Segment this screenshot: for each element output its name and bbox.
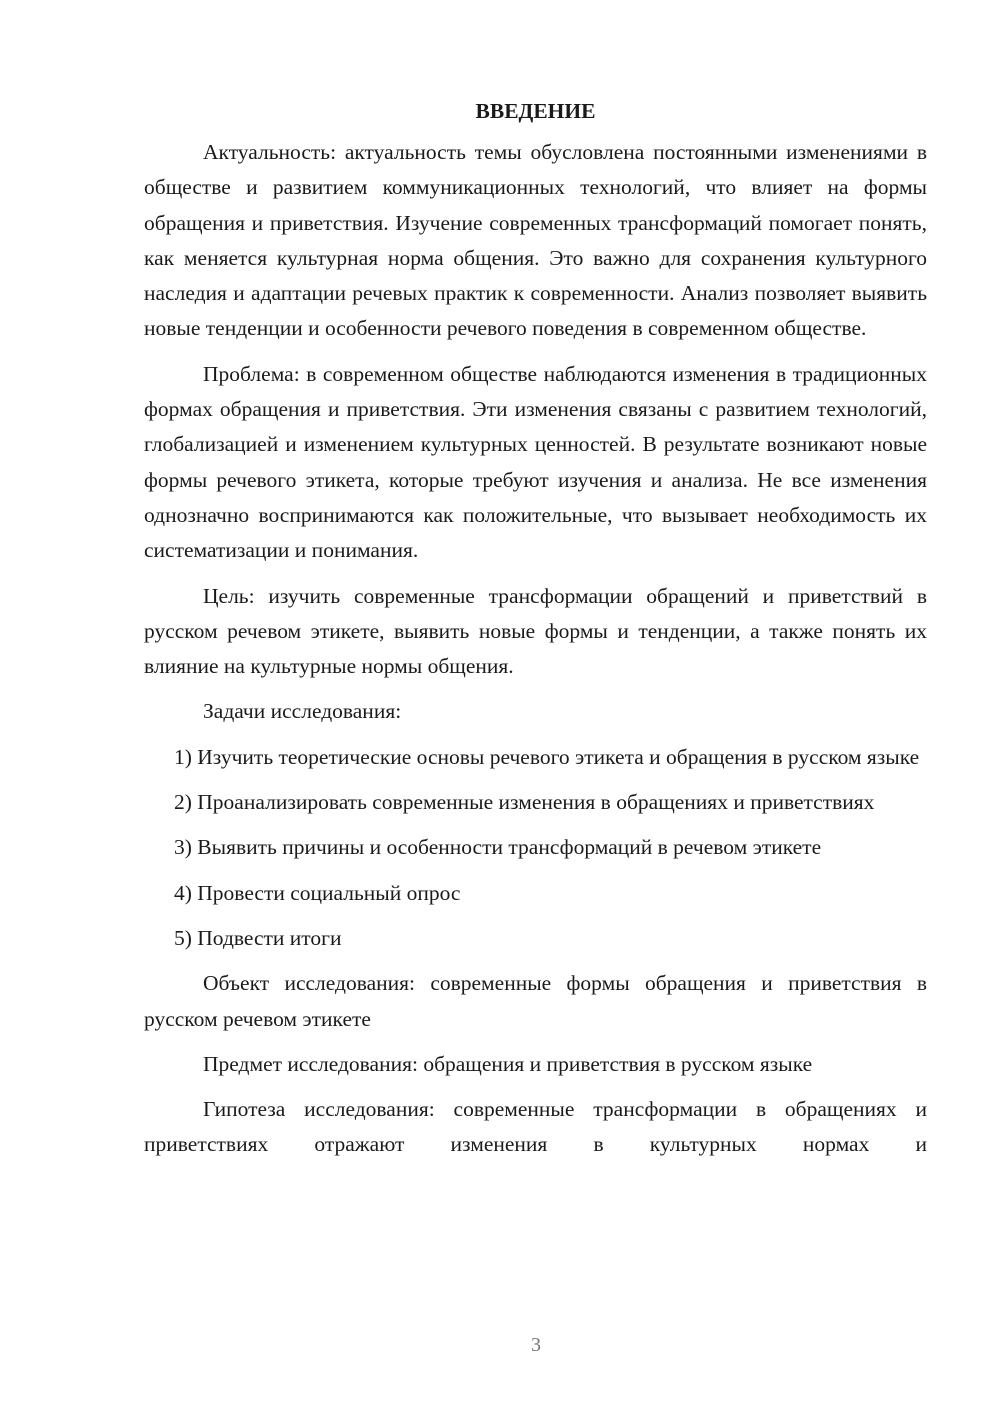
paragraph-object: Объект исследования: современные формы обращения и приветствия в русском речевом этикете	[144, 971, 927, 1031]
task-item-2: 2) Проанализировать современные изменения в обращениях и приветствиях	[174, 790, 875, 815]
section-title: ВВЕДЕНИЕ	[475, 99, 596, 123]
task-item-3: 3) Выявить причины и особенности трансформаций в речевом этикете	[174, 835, 822, 860]
paragraph-problem: Проблема: в современном обществе наблюдаются изменения в традиционных формах обращения и приветствия. Эти изменения связаны с развитием технологий, глобализацией и изменением культурных ценностей. В результате возникают новые формы речевого этикета, которые требуют изучения и анализа. Не все изменения однозначно воспринимаются как положительные, что вызывает необходимость их систематизации и понимания.	[144, 361, 927, 563]
paragraph-goal: Цель: изучить современные трансформации обращений и приветствий в русском речевом этикете, выявить новые формы и тенденции, а также понять их влияние на культурные нормы общения.	[144, 583, 927, 679]
page-number: 3	[531, 1334, 541, 1356]
paragraph-hypothesis: Гипотеза исследования: современные трансформации в обращениях и приветствиях отражают изменения в культурных нормах и	[144, 1097, 927, 1157]
task-item-5: 5) Подвести итоги	[174, 925, 342, 950]
task-item-1: 1) Изучить теоретические основы речевого этикета и обращения в русском языке	[174, 744, 920, 769]
tasks-heading: Задачи исследования:	[203, 699, 402, 724]
page-content	[144, 94, 927, 1173]
paragraph-relevance: Актуальность: актуальность темы обусловлена постоянными изменениями в обществе и развитием коммуникационных технологий, что влияет на формы обращения и приветствия. Изучение современных трансформаций помогает понять, как меняется культурная норма общения. Это важно для сохранения культурного наследия и адаптации речевых практик к современности. Анализ позволяет выявить новые тенденции и особенности речевого поведения в современном обществе.	[144, 140, 927, 341]
task-item-4: 4) Провести социальный опрос	[174, 880, 461, 905]
paragraph-subject: Предмет исследования: обращения и приветствия в русском языке	[203, 1051, 813, 1076]
